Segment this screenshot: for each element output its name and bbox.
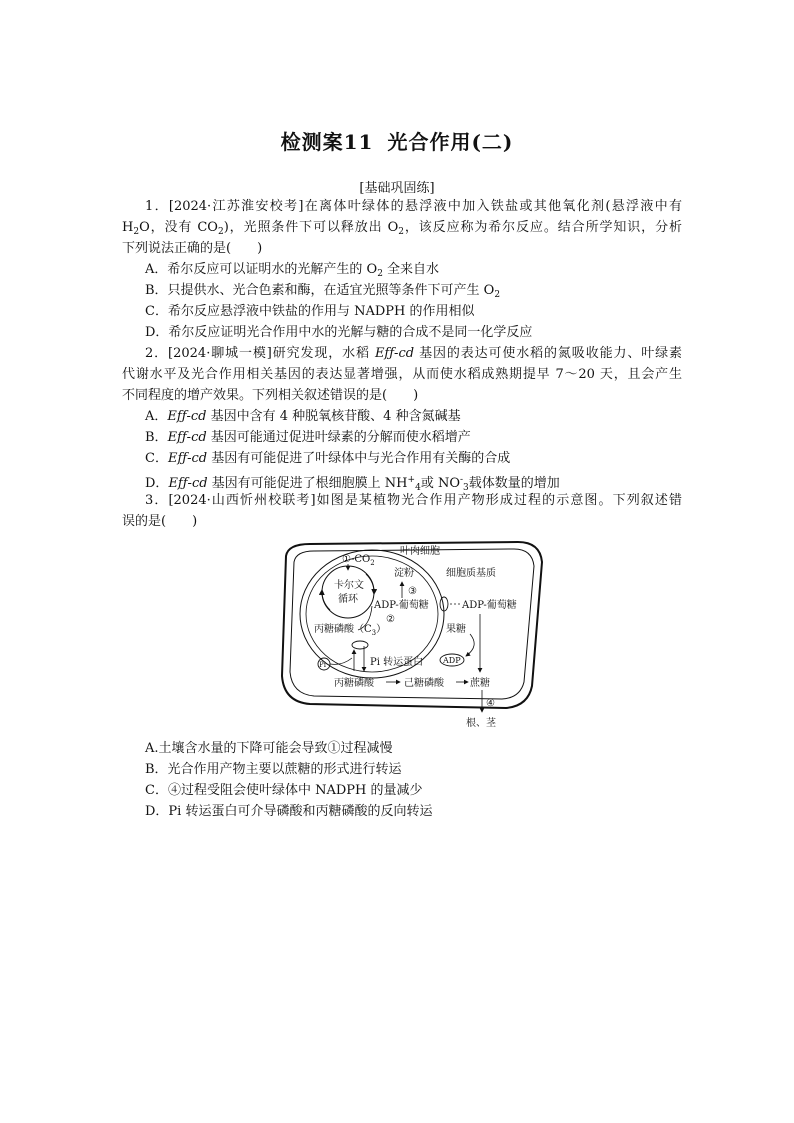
q2-line-3: 不同程度的增产效果。下列相关叙述错误的是( )	[122, 388, 419, 403]
calvin-label-1: 卡尔文	[334, 580, 364, 591]
triose-phosphate-2: 丙糖磷酸	[334, 678, 374, 689]
q2-option-d: D．Efƒ-cd 基因有可能促进了根细胞膜上 $NH^+_4$或 $NO^-_3$载体数量的增加	[145, 475, 560, 493]
calvin-label-2: 循环	[338, 594, 358, 605]
q2-option-a: A．Efƒ-cd 基因中含有 4 种脱氧核苷酸、4 种含氮碱基	[145, 409, 461, 424]
fructose-label: 果糖	[446, 624, 466, 635]
root-stem-label: 根、茎	[466, 718, 496, 729]
q2-line-2: 代谢水平及光合作用相关基因的表达显著增强，从而使水稻成熟期提早 7～20 天，且会产生	[122, 367, 682, 382]
photosynthesis-diagram	[270, 536, 550, 731]
adp-label: ADP	[443, 656, 461, 665]
hexose-phosphate: 己糖磷酸	[404, 678, 444, 689]
q3-line-1: 3．[2024·山西忻州校联考]如图是某植物光合作用产物形成过程的示意图。下列叙述错	[145, 493, 682, 508]
q1-option-d: D．希尔反应证明光合作用中水的光解与糖的合成不是同一化学反应	[145, 325, 533, 340]
adp-glucose-outer: ADP-葡萄糖	[462, 600, 517, 611]
chloroplast-inner	[306, 556, 438, 672]
section-heading: [基础巩固练]	[359, 181, 435, 196]
q1-option-b: B．只提供水、光合色素和酶，在适宜光照等条件下可产生 $O_2$	[145, 283, 501, 300]
q1-option-a: A．希尔反应可以证明水的光解产生的 $O_2$ 全来自水	[145, 262, 440, 279]
starch-label: 淀粉	[394, 568, 414, 579]
co2-label: $①-CO_2$	[342, 554, 375, 567]
step-4: ④	[486, 698, 495, 709]
adp-glucose-inner: ADP-葡萄糖	[374, 600, 429, 611]
step-3: ③	[408, 586, 417, 597]
q1-option-c: C．希尔反应悬浮液中铁盐的作用与 NADPH 的作用相似	[145, 304, 475, 319]
q1-line-2: $H_2O$，没有 $CO_2$)，光照条件下可以释放出 $O_2$，该反应称为希尔反应。结合所学知识，分析	[122, 220, 682, 237]
title-sub: 光合作用(二)	[387, 130, 514, 154]
title-main: 检测案11	[280, 130, 374, 154]
cytoplasm-label: 细胞质基质	[446, 568, 496, 579]
sucrose-label: 蔗糖	[470, 678, 490, 689]
pi-transporter-shape	[352, 641, 368, 649]
q1-line-1: 1．[2024·江苏淮安校考]在离体叶绿体的悬浮液中加入铁盐或其他氧化剂(悬浮液中有	[145, 199, 682, 214]
q2-option-c: C．Efƒ-cd 基因有可能促进了叶绿体中与光合作用有关酶的合成	[145, 451, 511, 466]
q3-option-c: C．④过程受阻会使叶绿体中 NADPH 的量减少	[145, 783, 423, 798]
mesophyll-label: 叶肉细胞	[400, 546, 440, 557]
page-title	[0, 126, 794, 155]
q1-line-3: 下列说法正确的是( )	[122, 241, 263, 256]
q3-option-a: A.土壤含水量的下降可能会导致①过程减慢	[145, 741, 393, 756]
q2-line-1: 2．[2024·聊城一模]研究发现，水稻 Efƒ-cd 基因的表达可使水稻的氮吸收能力、叶绿素	[145, 346, 682, 361]
q3-line-2: 误的是( )	[122, 514, 198, 529]
step-2: ②	[386, 614, 395, 625]
triose-c3-label: 丙糖磷酸$(C_3)$	[314, 624, 387, 637]
q2-option-b: B．Efƒ-cd 基因可能通过促进叶绿素的分解而使水稻增产	[145, 430, 471, 445]
q3-option-b: B．光合作用产物主要以蔗糖的形式进行转运	[145, 762, 402, 777]
pi-transporter-label: Pi 转运蛋白	[370, 657, 424, 668]
q3-option-d: D．Pi 转运蛋白可介导磷酸和丙糖磷酸的反向转运	[145, 804, 433, 819]
pi-in-circle: Pi	[319, 661, 326, 669]
